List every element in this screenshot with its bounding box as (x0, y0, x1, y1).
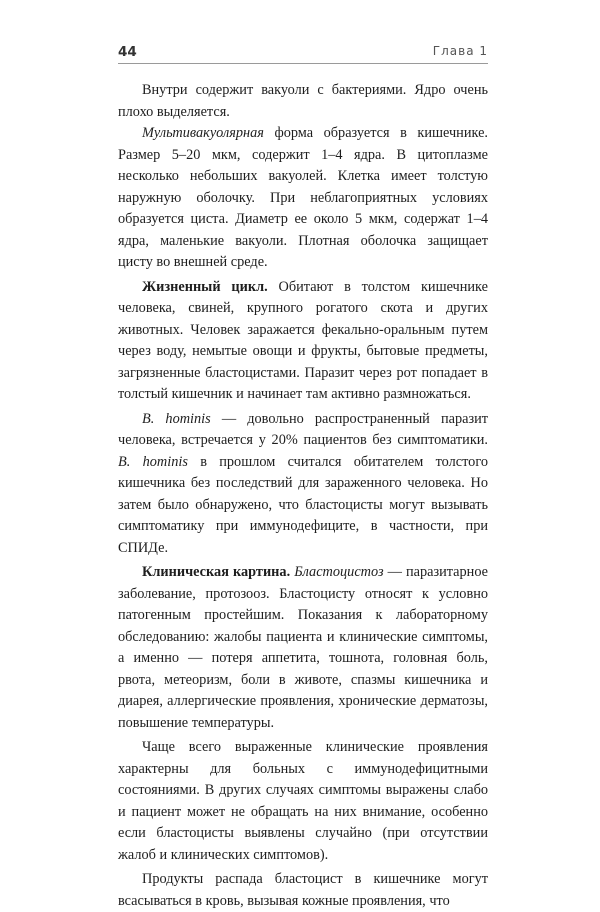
chapter-title: Глава 1 (432, 44, 488, 58)
term-b-hominis: B. hominis (142, 410, 211, 427)
term-blastocystosis: Бластоцистоз (294, 564, 384, 580)
paragraph-text: в прошлом считался обитателем толстого кишечника без последствий для зараженного человека. Но затем было обнаружено, что бластоцисты могут вызывать симптоматику при иммунодефиците, в частности, при СПИДе. (118, 453, 488, 556)
header-divider (118, 63, 488, 64)
paragraph-text: Внутри содержит вакуоли с бактериями. Ядро очень плохо выделяется. (118, 82, 488, 120)
paragraph-decay-products (118, 869, 488, 912)
paragraph-immunodeficiency (118, 737, 488, 866)
paragraph-text: Продукты распада бластоцист в кишечнике могут всасываться в кровь, вызывая кожные проявления, что (118, 871, 488, 909)
paragraph-text: Чаще всего выраженные клинические проявления характерны для больных с иммунодефицитными состояниями. В других случаях симптомы выражены слабо и пациент может не обращать на них внимание, особенно если бластоцисты выявлены случайно (при отсутствии жалоб и клинических симптомов). (118, 739, 488, 863)
body-text (118, 80, 488, 912)
paragraph-clinical-picture (118, 562, 488, 734)
paragraph-text: — довольно распространенный паразит человека, встречается у 20% пациентов без симптоматики. (118, 410, 488, 448)
paragraph-text: форма образуется в кишечнике. Размер 5–20 мкм, содержит 1–4 ядра. В цитоплазме несколько небольших вакуолей. Клетка имеет толстую наружную оболочку. При неблагоприятных условиях образуется циста. Диаметр ее около 5 мкм, содержат 1–4 ядра, маленькие вакуоли. Плотная оболочка защищает цисту во внешней среде. (118, 125, 488, 270)
section-heading-clinical-picture: Клиническая картина. (142, 564, 291, 580)
paragraph-vacuoles (118, 80, 488, 123)
paragraph-life-cycle (118, 277, 488, 406)
paragraph-text: Обитают в толстом кишечнике человека, свиней, крупного рогатого скота и других животных. Человек заражается фекально-оральным путем через воду, немытые овощи и фрукты, бытовые предметы, загрязненные бластоцистами. Паразит через рот попадает в толстый кишечник и начинает там активно размножаться. (118, 278, 488, 402)
term-multivacuolar: Мультивакуолярная (142, 125, 264, 141)
paragraph-text: — паразитарное заболевание, протозооз. Бластоцисту относят к условно патогенным простейшим. Показания к лабораторному обследованию: жалобы пациента и клинические симптомы, а именно — потеря аппетита, тошнота, головная боль, рвота, метеоризм, боли в животе, спазмы кишечника и диарея, аллергические проявления, хронические дерматозы, повышение температуры. (118, 564, 488, 731)
running-header (118, 44, 488, 58)
paragraph-b-hominis (118, 409, 488, 560)
term-b-hominis: B. hominis (118, 453, 188, 470)
page-number: 44 (118, 44, 137, 60)
paragraph-multivacuolar-form (118, 123, 488, 274)
section-heading-life-cycle: Жизненный цикл. (142, 278, 268, 295)
